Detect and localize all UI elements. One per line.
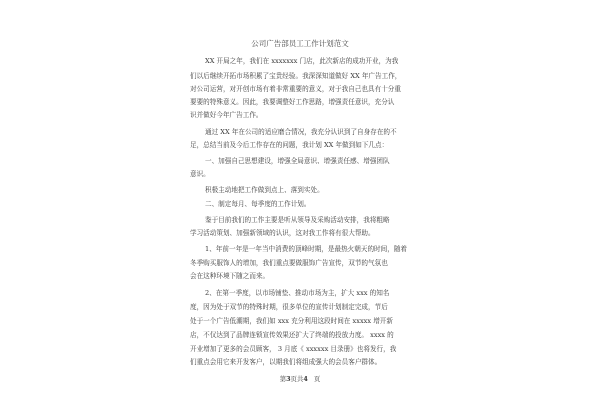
- paragraph-line: 足，总结当前及今后工作存在的问题，我计划 XX 年做到如下几点：: [190, 141, 389, 149]
- paragraph-line: 1、年前一年是一年当中消费的顶峰时期，是最热火朝天的时间，随着: [205, 245, 408, 253]
- paragraph-line: 冬季购买服饰人的增加，我们重点要做服饰广告宣传，双节的气氛也: [190, 259, 388, 267]
- paragraph-line: 学习活动策划、加强新领域的认识，这对我工作将有很大帮助。: [190, 229, 375, 237]
- paragraph-line: 们以后继续开拓市场积累了宝贵经验。我深深知道做好 XX 年广告工作，: [190, 72, 402, 80]
- document-title: 公司广告部员工工作计划范文: [251, 39, 349, 48]
- paragraph-line: XX 开局之年，我们在 xxxxxxx 门店，此次新店的成功开业，为我: [205, 57, 399, 65]
- paragraph-line: 们重点会用它来开发客户，以期我们将组成强大的会员客户群体。: [190, 358, 382, 366]
- current-page-number: 3: [286, 375, 291, 383]
- paragraph-line: 2、在第一季度，以市场铺垫、推动市场为主，扩大 xxx 的知名: [205, 289, 390, 297]
- paragraph-line: 要要的特殊意义。因此，我要调整好工作思路，增强责任意识，充分认: [190, 98, 395, 106]
- paragraph-line: 鉴于目前我们的工作主要是听从领导及采购活动安排，我将粗略: [205, 216, 390, 224]
- total-page-number: 4: [303, 375, 308, 383]
- footer-middle: 页共: [290, 375, 304, 383]
- paragraph-line: 积极主动地把工作做到点上、落到实处。: [205, 186, 324, 194]
- paragraph-line: 一、加强自己思想建设，增强全局意识、增强责任感、增强团队: [205, 157, 390, 165]
- paragraph-line: 通过 XX 年在公司的适应磨合情况，我充分认识到了自身存在的不: [205, 128, 397, 136]
- paragraph-line: 开业增加了更多的会员顾客， 3 月底《 xxxxxx 目录册》也将发行，我: [190, 345, 397, 353]
- paragraph-line: 度，因为处于双节的特殊时期，很多单位的宣传计划制定完成，节后: [190, 303, 388, 311]
- paragraph-line: 意识。: [190, 170, 210, 178]
- paragraph-line: 店，不仅达到了品牌连锁宣传效果还扩大了终端的投放力度。 xxxx 的: [190, 331, 394, 339]
- footer-prefix: 第: [279, 375, 287, 383]
- paragraph-line: 处于一个广告低潮期，我们如 xxx 充分利用这段时间在 xxxxx 增开新: [190, 317, 393, 325]
- paragraph-line: 识并做好今年广告工作。: [190, 111, 263, 119]
- paragraph-line: 对公司运营，对开创市场有着非常重要的意义，对于我自己也具有十分重: [190, 85, 401, 93]
- footer-suffix: 页: [313, 375, 321, 383]
- page-footer: [0, 374, 600, 383]
- paragraph-line: 二、制定每月、每季度的工作计划。: [205, 200, 311, 208]
- paragraph-line: 会在这种环境下随之而来。: [190, 272, 270, 280]
